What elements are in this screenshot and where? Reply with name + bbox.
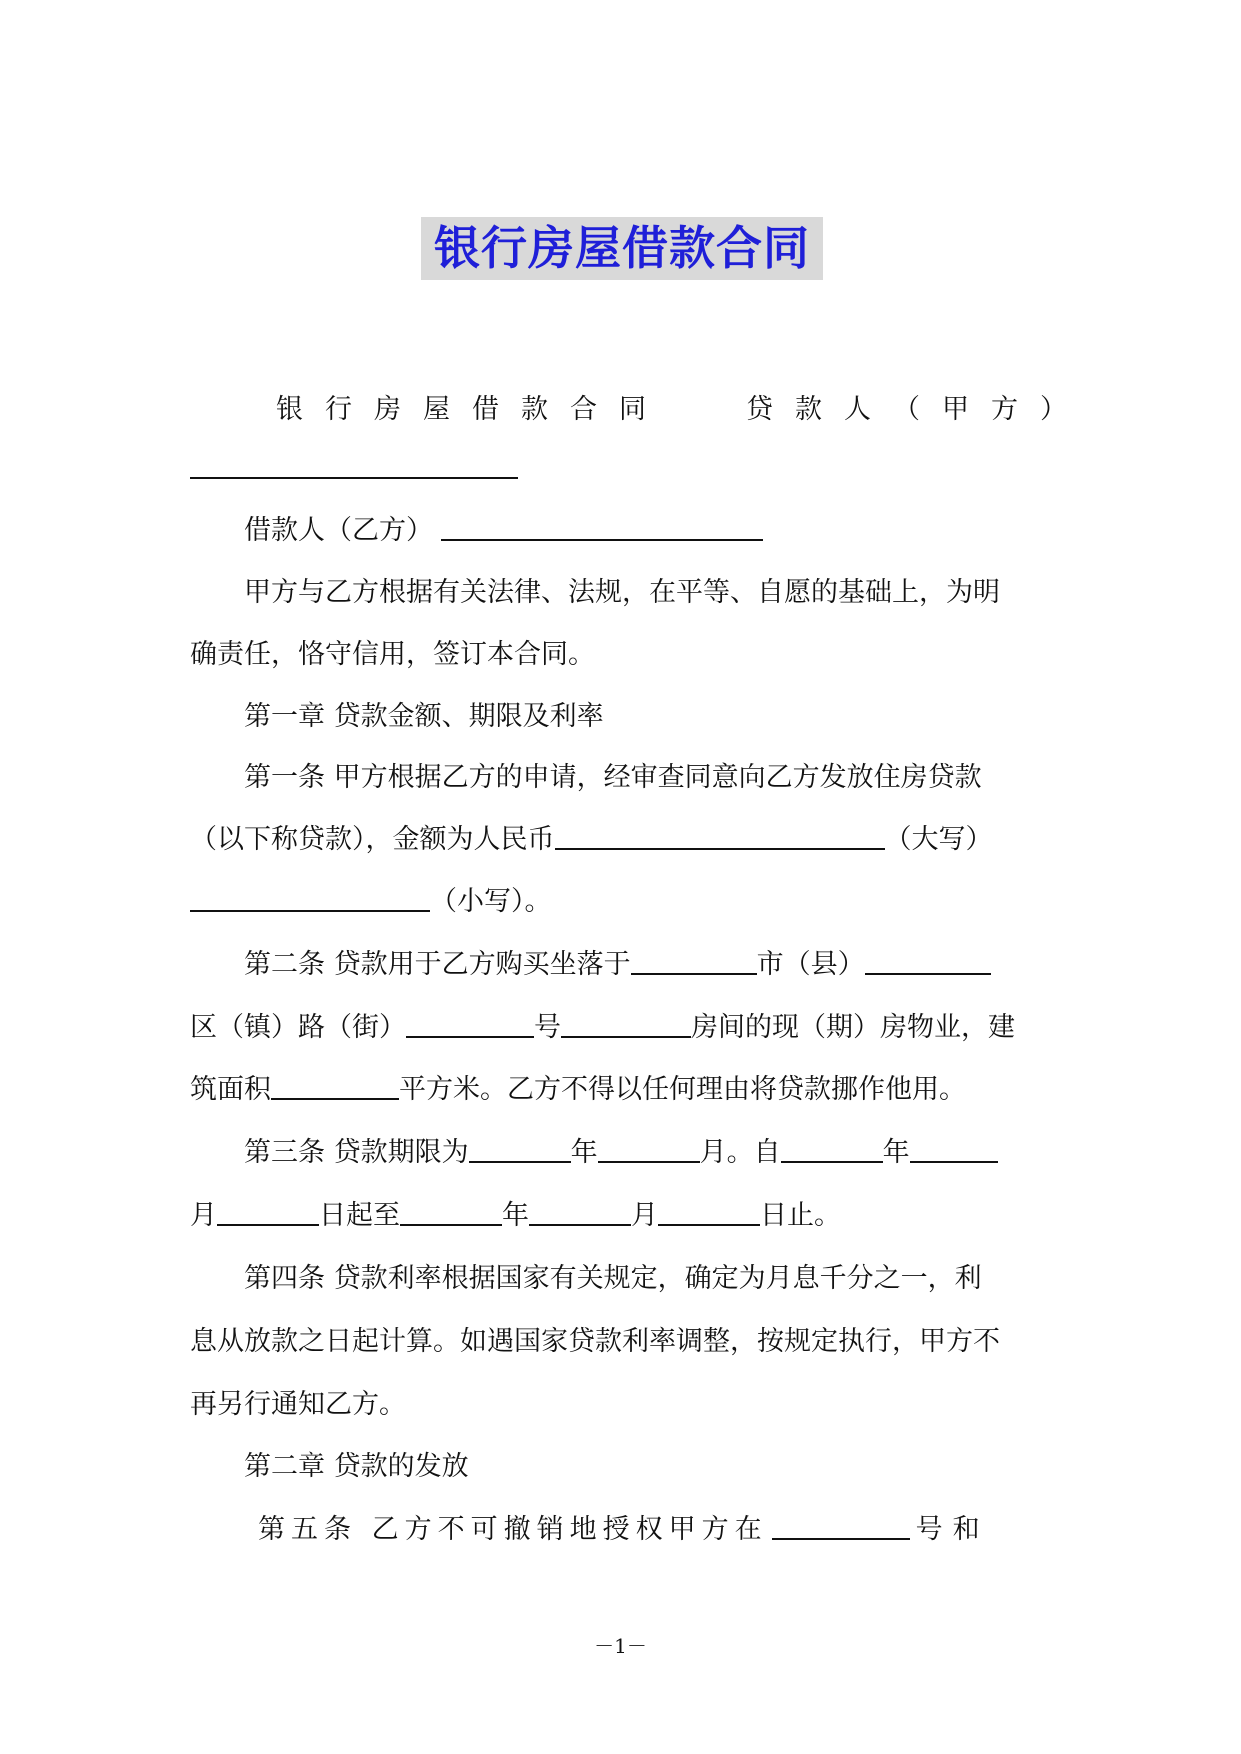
chapter-1: 第一章 贷款金额、期限及利率 <box>244 701 604 732</box>
term-months-blank[interactable] <box>598 1135 700 1163</box>
paragraph-line <box>190 945 1054 985</box>
and-label: 号和 <box>915 1514 990 1545</box>
amount-lowercase-blank[interactable] <box>190 884 430 912</box>
borrower-label: 借款人（乙方） <box>244 515 433 546</box>
line-header <box>190 390 1089 430</box>
intro-text: 甲方与乙方根据有关法律、法规，在平等、自愿的基础上，为明 <box>244 577 1000 608</box>
article-4-end: 再另行通知乙方。 <box>190 1389 406 1420</box>
uppercase-label: （大写） <box>884 824 993 855</box>
page-number: －1－ <box>594 1634 647 1658</box>
account-blank[interactable] <box>772 1512 910 1540</box>
city-blank[interactable] <box>631 947 757 975</box>
article-5: 第五条 乙方不可撤销地授权甲方在 <box>258 1514 768 1545</box>
term-years-blank[interactable] <box>469 1135 571 1163</box>
line-borrower <box>190 511 1054 551</box>
month-label: 月 <box>190 1200 217 1231</box>
paragraph-line <box>190 1133 1054 1173</box>
property-text: 房间的现（期）房物业，建 <box>691 1012 1015 1043</box>
lowercase-label: （小写）。 <box>430 886 552 917</box>
end-month-blank[interactable] <box>529 1198 631 1226</box>
paragraph-line <box>190 1510 1054 1550</box>
article-2: 第二条 贷款用于乙方购买坐落于 <box>244 949 631 980</box>
month-from-label: 月。自 <box>699 1137 781 1168</box>
month-label: 月 <box>631 1200 658 1231</box>
paragraph-line <box>190 573 1054 613</box>
start-month-blank[interactable] <box>910 1135 998 1163</box>
end-day-blank[interactable] <box>658 1198 760 1226</box>
district-blank[interactable] <box>865 947 991 975</box>
paragraph-line <box>190 635 1054 675</box>
chapter-heading <box>190 1447 1054 1487</box>
road-blank[interactable] <box>406 1010 534 1038</box>
year-label: 年 <box>502 1200 529 1231</box>
road-label: 区（镇）路（街） <box>190 1012 406 1043</box>
paragraph-line <box>190 1259 1054 1299</box>
intro-text-cont: 确责任，恪守信用，签订本合同。 <box>190 639 595 670</box>
city-label: 市（县） <box>756 949 865 980</box>
article-4-cont: 息从放款之日起计算。如遇国家贷款利率调整，按规定执行，甲方不 <box>190 1326 1000 1357</box>
area-blank[interactable] <box>271 1072 399 1100</box>
line-lender-blank <box>190 449 1054 489</box>
paragraph-line <box>190 1008 1054 1048</box>
chapter-2: 第二章 贷款的发放 <box>244 1451 469 1482</box>
amount-uppercase-blank[interactable] <box>555 822 885 850</box>
paragraph-line <box>190 758 1054 798</box>
day-end-label: 日止。 <box>760 1200 841 1231</box>
day-until-label: 日起至 <box>319 1200 400 1231</box>
article-3: 第三条 贷款期限为 <box>244 1137 469 1168</box>
start-year-blank[interactable] <box>781 1135 883 1163</box>
paragraph-line <box>190 1385 1054 1425</box>
paragraph-line <box>190 1070 1054 1110</box>
paragraph-line <box>190 1322 1054 1362</box>
year-label: 年 <box>882 1137 910 1168</box>
lender-blank[interactable] <box>190 451 518 479</box>
start-day-blank[interactable] <box>217 1198 319 1226</box>
chapter-heading <box>190 697 1054 737</box>
document-title: 银行房屋借款合同 <box>421 217 823 280</box>
lender-label: 贷款人（甲方） <box>746 394 1089 425</box>
article-1-cont: （以下称贷款），金额为人民币 <box>190 824 555 855</box>
area-label: 筑面积 <box>190 1074 271 1105</box>
paragraph-line <box>190 1196 1054 1236</box>
number-label: 号 <box>534 1012 561 1043</box>
article-1: 第一条 甲方根据乙方的申请，经审查同意向乙方发放住房贷款 <box>244 762 982 793</box>
end-year-blank[interactable] <box>400 1198 502 1226</box>
paragraph-line <box>190 820 1054 860</box>
room-blank[interactable] <box>561 1010 691 1038</box>
area-text: 平方米。乙方不得以任何理由将贷款挪作他用。 <box>399 1074 966 1105</box>
contract-name: 银行房屋借款合同 <box>276 394 668 425</box>
borrower-blank[interactable] <box>441 513 763 541</box>
year-label: 年 <box>570 1137 598 1168</box>
article-4: 第四条 贷款利率根据国家有关规定，确定为月息千分之一，利 <box>244 1263 982 1294</box>
paragraph-line <box>190 882 1054 922</box>
